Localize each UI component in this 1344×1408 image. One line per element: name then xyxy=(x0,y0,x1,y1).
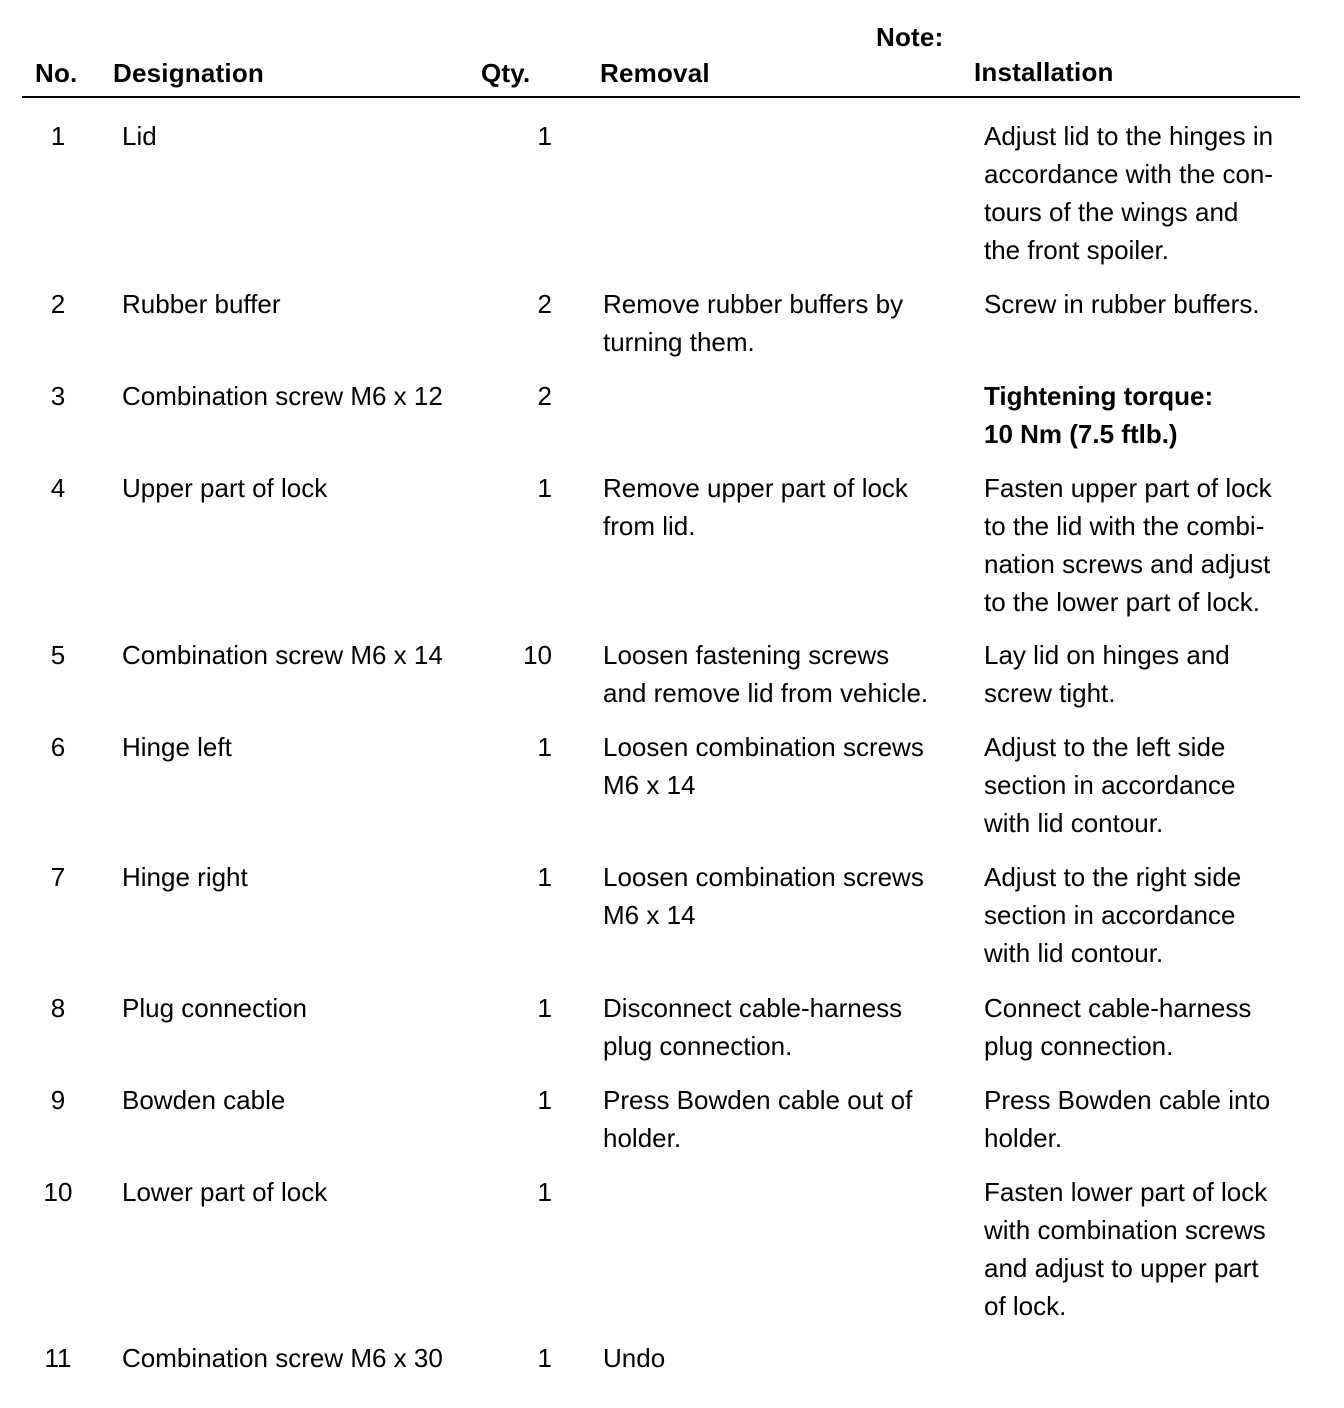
row-qty: 1 xyxy=(537,732,552,762)
row-qty: 10 xyxy=(523,640,552,670)
row-qty: 2 xyxy=(537,381,552,411)
row-number: 4 xyxy=(50,473,66,503)
row-qty: 1 xyxy=(537,473,552,503)
header-divider xyxy=(22,96,1300,98)
row-installation: Adjust to the left side section in accordance with lid contour. xyxy=(984,732,1236,838)
header-note: Note: xyxy=(876,22,944,52)
row-number: 7 xyxy=(50,862,66,892)
row-qty: 1 xyxy=(537,1085,552,1115)
row-qty: 1 xyxy=(537,121,552,151)
row-number: 3 xyxy=(50,381,66,411)
row-number: 2 xyxy=(50,289,66,319)
row-number: 11 xyxy=(44,1343,72,1373)
row-removal: Remove upper part of lock from lid. xyxy=(603,473,908,541)
row-installation: Fasten upper part of lock to the lid with the combi- nation screws and adjust to the lower part of lock. xyxy=(984,473,1272,617)
row-designation: Lower part of lock xyxy=(122,1177,328,1207)
header-installation: Installation xyxy=(974,57,1114,87)
row-number: 5 xyxy=(50,640,66,670)
row-installation: Fasten lower part of lock with combination screws and adjust to upper part of lock. xyxy=(984,1177,1268,1321)
row-installation: Adjust lid to the hinges in accordance with the con- tours of the wings and the front spoiler. xyxy=(984,121,1274,265)
header-removal: Removal xyxy=(600,58,710,88)
row-number: 1 xyxy=(50,121,66,151)
row-installation: Adjust to the right side section in accordance with lid contour. xyxy=(984,862,1242,968)
header-qty: Qty. xyxy=(481,58,531,88)
row-number: 6 xyxy=(50,732,66,762)
row-qty: 1 xyxy=(537,862,552,892)
row-designation: Combination screw M6 x 14 xyxy=(122,640,443,670)
row-designation: Rubber buffer xyxy=(122,289,281,319)
row-installation: Screw in rubber buffers. xyxy=(984,289,1260,319)
header-no: No. xyxy=(35,58,78,88)
row-designation: Bowden cable xyxy=(122,1085,286,1115)
row-designation: Lid xyxy=(122,121,157,151)
row-designation: Combination screw M6 x 30 xyxy=(122,1343,443,1373)
row-removal: Disconnect cable-harness plug connection. xyxy=(603,993,903,1061)
row-installation: Lay lid on hinges and screw tight. xyxy=(984,640,1230,708)
header-designation: Designation xyxy=(113,58,264,88)
row-designation: Hinge right xyxy=(122,862,248,892)
row-designation: Plug connection xyxy=(122,993,308,1023)
row-qty: 1 xyxy=(537,993,552,1023)
row-qty: 1 xyxy=(537,1177,552,1207)
row-number: 8 xyxy=(50,993,66,1023)
row-removal: Loosen combination screws M6 x 14 xyxy=(603,862,924,930)
row-designation: Hinge left xyxy=(122,732,232,762)
row-removal: Undo xyxy=(603,1343,666,1373)
row-installation: Press Bowden cable into holder. xyxy=(984,1085,1271,1153)
row-qty: 2 xyxy=(537,289,552,319)
row-designation: Combination screw M6 x 12 xyxy=(122,381,443,411)
row-removal: Remove rubber buffers by turning them. xyxy=(603,289,904,357)
row-qty: 1 xyxy=(537,1343,552,1373)
row-number: 9 xyxy=(50,1085,66,1115)
row-removal: Press Bowden cable out of holder. xyxy=(603,1085,913,1153)
row-number: 10 xyxy=(43,1177,73,1207)
row-removal: Loosen fastening screws and remove lid from vehicle. xyxy=(603,640,929,708)
row-installation: Connect cable-harness plug connection. xyxy=(984,993,1252,1061)
tightening-torque-note: Tightening torque: 10 Nm (7.5 ftlb.) xyxy=(984,381,1214,449)
row-designation: Upper part of lock xyxy=(122,473,328,503)
row-removal: Loosen combination screws M6 x 14 xyxy=(603,732,924,800)
